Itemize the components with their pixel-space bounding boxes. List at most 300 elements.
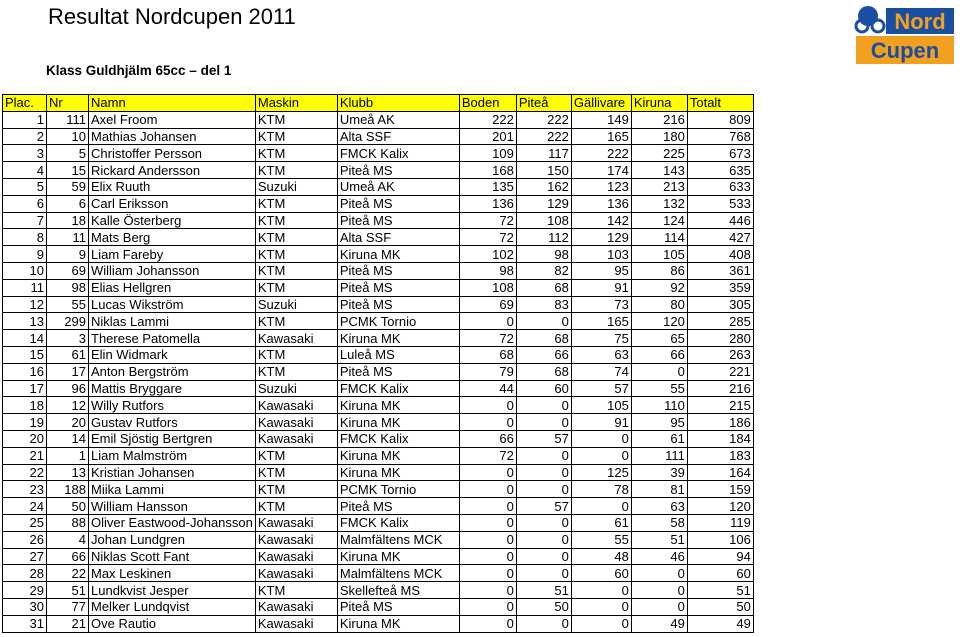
col-maskin-cell: KTM [255, 229, 337, 246]
col-boden-cell: 69 [459, 296, 516, 313]
col-nr-cell: 59 [47, 178, 89, 195]
col-klubb-cell: FMCK Kalix [337, 145, 459, 162]
col-kiruna-cell: 132 [631, 195, 687, 212]
col-pitea-cell: 0 [516, 447, 571, 464]
col-boden-cell: 0 [459, 531, 516, 548]
col-plac-cell: 3 [3, 145, 47, 162]
col-plac-cell: 4 [3, 162, 47, 179]
col-gallivare-cell: 91 [571, 414, 631, 431]
nordcupen-logo [852, 2, 956, 68]
col-kiruna-cell: 0 [631, 363, 687, 380]
col-kiruna-cell: 0 [631, 582, 687, 599]
col-totalt-cell: 408 [687, 246, 753, 263]
col-klubb-cell: Kiruna MK [337, 414, 459, 431]
col-nr-cell: 12 [47, 397, 89, 414]
col-boden-cell: 136 [459, 195, 516, 212]
col-plac-cell: 23 [3, 481, 47, 498]
col-gallivare-cell: 0 [571, 582, 631, 599]
col-nr-cell: 51 [47, 582, 89, 599]
col-boden-cell: 72 [459, 229, 516, 246]
col-kiruna-cell: 58 [631, 514, 687, 531]
col-gallivare-cell: 105 [571, 397, 631, 414]
col-totalt-cell: 184 [687, 430, 753, 447]
col-boden-cell: 168 [459, 162, 516, 179]
results-table [2, 94, 754, 633]
col-plac-cell: 17 [3, 380, 47, 397]
col-klubb-cell: FMCK Kalix [337, 514, 459, 531]
col-klubb-cell: Malmfältens MCK [337, 531, 459, 548]
col-kiruna-cell: 80 [631, 296, 687, 313]
col-namn-cell: Ove Rautio [89, 615, 256, 632]
col-nr-cell: 88 [47, 514, 89, 531]
col-klubb-cell: Alta SSF [337, 229, 459, 246]
col-kiruna-cell: 95 [631, 414, 687, 431]
table-row [3, 464, 754, 481]
col-plac-cell: 5 [3, 178, 47, 195]
col-nr-cell: 5 [47, 145, 89, 162]
col-klubb-cell: Piteå MS [337, 262, 459, 279]
col-boden-cell: 98 [459, 262, 516, 279]
table-row [3, 363, 754, 380]
col-kiruna-cell: 0 [631, 598, 687, 615]
col-totalt-cell: 809 [687, 111, 753, 128]
col-maskin-cell: Kawasaki [255, 514, 337, 531]
col-namn-cell: William Johansson [89, 262, 256, 279]
col-nr-cell: 188 [47, 481, 89, 498]
col-klubb-cell: PCMK Tornio [337, 481, 459, 498]
col-kiruna-cell: 143 [631, 162, 687, 179]
col-boden-cell: 135 [459, 178, 516, 195]
col-totalt-cell: 216 [687, 380, 753, 397]
col-nr-cell: 98 [47, 279, 89, 296]
col-klubb-cell: Kiruna MK [337, 246, 459, 263]
col-klubb-cell: Luleå MS [337, 346, 459, 363]
col-plac-cell: 8 [3, 229, 47, 246]
col-namn-cell: Oliver Eastwood-Johansson [89, 514, 256, 531]
col-kiruna-cell: 124 [631, 212, 687, 229]
col-totalt-cell: 106 [687, 531, 753, 548]
col-gallivare-header: Gällivare [571, 95, 631, 112]
col-namn-cell: Miika Lammi [89, 481, 256, 498]
col-namn-cell: Max Leskinen [89, 565, 256, 582]
col-nr-cell: 14 [47, 430, 89, 447]
table-row [3, 313, 754, 330]
col-pitea-cell: 222 [516, 128, 571, 145]
col-totalt-cell: 635 [687, 162, 753, 179]
col-gallivare-cell: 136 [571, 195, 631, 212]
col-totalt-cell: 94 [687, 548, 753, 565]
col-maskin-cell: KTM [255, 262, 337, 279]
col-klubb-cell: Piteå MS [337, 212, 459, 229]
col-gallivare-cell: 129 [571, 229, 631, 246]
col-klubb-cell: Alta SSF [337, 128, 459, 145]
col-maskin-cell: KTM [255, 582, 337, 599]
col-kiruna-cell: 225 [631, 145, 687, 162]
table-row [3, 548, 754, 565]
col-boden-cell: 0 [459, 514, 516, 531]
table-row [3, 330, 754, 347]
col-pitea-cell: 98 [516, 246, 571, 263]
col-kiruna-cell: 51 [631, 531, 687, 548]
col-maskin-cell: KTM [255, 464, 337, 481]
col-totalt-cell: 305 [687, 296, 753, 313]
col-plac-cell: 20 [3, 430, 47, 447]
col-plac-cell: 29 [3, 582, 47, 599]
col-boden-cell: 72 [459, 447, 516, 464]
col-kiruna-cell: 39 [631, 464, 687, 481]
col-pitea-cell: 0 [516, 464, 571, 481]
col-gallivare-cell: 142 [571, 212, 631, 229]
col-namn-cell: Mathias Johansen [89, 128, 256, 145]
col-boden-cell: 222 [459, 111, 516, 128]
col-pitea-cell: 66 [516, 346, 571, 363]
col-totalt-cell: 427 [687, 229, 753, 246]
col-pitea-cell: 0 [516, 548, 571, 565]
col-namn-cell: Lundkvist Jesper [89, 582, 256, 599]
col-totalt-cell: 51 [687, 582, 753, 599]
col-gallivare-cell: 165 [571, 313, 631, 330]
col-nr-cell: 6 [47, 195, 89, 212]
col-klubb-cell: Piteå MS [337, 363, 459, 380]
col-pitea-cell: 108 [516, 212, 571, 229]
col-kiruna-cell: 0 [631, 565, 687, 582]
col-gallivare-cell: 0 [571, 430, 631, 447]
col-pitea-cell: 68 [516, 279, 571, 296]
col-namn-cell: Niklas Lammi [89, 313, 256, 330]
col-gallivare-cell: 123 [571, 178, 631, 195]
table-row [3, 447, 754, 464]
col-maskin-cell: KTM [255, 313, 337, 330]
col-totalt-cell: 49 [687, 615, 753, 632]
col-plac-header: Plac. [3, 95, 47, 112]
col-nr-cell: 61 [47, 346, 89, 363]
col-kiruna-cell: 180 [631, 128, 687, 145]
col-kiruna-cell: 114 [631, 229, 687, 246]
col-boden-header: Boden [459, 95, 516, 112]
col-boden-cell: 0 [459, 582, 516, 599]
col-boden-cell: 0 [459, 598, 516, 615]
col-nr-cell: 299 [47, 313, 89, 330]
col-gallivare-cell: 95 [571, 262, 631, 279]
col-nr-cell: 3 [47, 330, 89, 347]
col-namn-cell: Christoffer Persson [89, 145, 256, 162]
col-pitea-cell: 0 [516, 565, 571, 582]
col-klubb-cell: Malmfältens MCK [337, 565, 459, 582]
col-totalt-cell: 285 [687, 313, 753, 330]
col-nr-cell: 17 [47, 363, 89, 380]
col-maskin-cell: Kawasaki [255, 430, 337, 447]
col-namn-cell: Melker Lundqvist [89, 598, 256, 615]
results-body [3, 111, 754, 632]
col-boden-cell: 44 [459, 380, 516, 397]
col-maskin-cell: Kawasaki [255, 330, 337, 347]
col-plac-cell: 24 [3, 498, 47, 515]
col-pitea-cell: 57 [516, 498, 571, 515]
col-totalt-cell: 280 [687, 330, 753, 347]
col-kiruna-cell: 86 [631, 262, 687, 279]
col-boden-cell: 0 [459, 397, 516, 414]
table-row [3, 195, 754, 212]
col-pitea-cell: 60 [516, 380, 571, 397]
col-maskin-cell: Kawasaki [255, 531, 337, 548]
col-namn-cell: Liam Malmström [89, 447, 256, 464]
col-maskin-cell: KTM [255, 246, 337, 263]
col-plac-cell: 22 [3, 464, 47, 481]
col-gallivare-cell: 174 [571, 162, 631, 179]
col-plac-cell: 7 [3, 212, 47, 229]
col-pitea-cell: 83 [516, 296, 571, 313]
col-pitea-cell: 222 [516, 111, 571, 128]
col-namn-cell: Gustav Rutfors [89, 414, 256, 431]
col-klubb-cell: Piteå MS [337, 498, 459, 515]
col-maskin-cell: Kawasaki [255, 397, 337, 414]
col-maskin-cell: KTM [255, 212, 337, 229]
col-nr-cell: 18 [47, 212, 89, 229]
table-row [3, 111, 754, 128]
col-gallivare-cell: 125 [571, 464, 631, 481]
col-kiruna-cell: 55 [631, 380, 687, 397]
col-gallivare-cell: 57 [571, 380, 631, 397]
col-pitea-cell: 50 [516, 598, 571, 615]
col-boden-cell: 0 [459, 313, 516, 330]
col-gallivare-cell: 222 [571, 145, 631, 162]
col-maskin-cell: KTM [255, 128, 337, 145]
col-kiruna-cell: 81 [631, 481, 687, 498]
col-maskin-cell: Kawasaki [255, 414, 337, 431]
col-boden-cell: 0 [459, 464, 516, 481]
col-klubb-cell: Umeå AK [337, 178, 459, 195]
col-gallivare-cell: 74 [571, 363, 631, 380]
col-pitea-cell: 150 [516, 162, 571, 179]
col-boden-cell: 102 [459, 246, 516, 263]
col-pitea-cell: 82 [516, 262, 571, 279]
col-maskin-cell: KTM [255, 447, 337, 464]
col-pitea-cell: 0 [516, 414, 571, 431]
header-row [3, 95, 754, 112]
col-namn-cell: Liam Fareby [89, 246, 256, 263]
col-totalt-cell: 263 [687, 346, 753, 363]
col-klubb-cell: Piteå MS [337, 162, 459, 179]
col-kiruna-header: Kiruna [631, 95, 687, 112]
svg-text:Cupen: Cupen [870, 38, 940, 63]
table-row [3, 397, 754, 414]
col-namn-cell: Johan Lundgren [89, 531, 256, 548]
col-plac-cell: 27 [3, 548, 47, 565]
col-totalt-cell: 186 [687, 414, 753, 431]
col-pitea-cell: 129 [516, 195, 571, 212]
col-gallivare-cell: 0 [571, 598, 631, 615]
col-plac-cell: 31 [3, 615, 47, 632]
col-klubb-cell: Kiruna MK [337, 464, 459, 481]
col-boden-cell: 79 [459, 363, 516, 380]
col-kiruna-cell: 65 [631, 330, 687, 347]
col-klubb-cell: Skellefteå MS [337, 582, 459, 599]
col-plac-cell: 2 [3, 128, 47, 145]
col-maskin-cell: KTM [255, 346, 337, 363]
col-nr-header: Nr [47, 95, 89, 112]
col-namn-cell: Kalle Österberg [89, 212, 256, 229]
col-namn-cell: Lucas Wikström [89, 296, 256, 313]
col-namn-cell: Therese Patomella [89, 330, 256, 347]
col-totalt-cell: 159 [687, 481, 753, 498]
col-plac-cell: 28 [3, 565, 47, 582]
col-nr-cell: 9 [47, 246, 89, 263]
col-plac-cell: 19 [3, 414, 47, 431]
col-namn-header: Namn [89, 95, 256, 112]
col-kiruna-cell: 92 [631, 279, 687, 296]
col-kiruna-cell: 105 [631, 246, 687, 263]
col-plac-cell: 12 [3, 296, 47, 313]
col-kiruna-cell: 63 [631, 498, 687, 515]
col-totalt-cell: 183 [687, 447, 753, 464]
col-boden-cell: 0 [459, 481, 516, 498]
col-plac-cell: 13 [3, 313, 47, 330]
col-gallivare-cell: 149 [571, 111, 631, 128]
col-plac-cell: 6 [3, 195, 47, 212]
col-plac-cell: 16 [3, 363, 47, 380]
col-plac-cell: 25 [3, 514, 47, 531]
table-row [3, 531, 754, 548]
col-klubb-cell: Kiruna MK [337, 397, 459, 414]
col-klubb-cell: Piteå MS [337, 296, 459, 313]
col-klubb-header: Klubb [337, 95, 459, 112]
col-totalt-cell: 359 [687, 279, 753, 296]
col-namn-cell: Elin Widmark [89, 346, 256, 363]
col-nr-cell: 15 [47, 162, 89, 179]
col-gallivare-cell: 78 [571, 481, 631, 498]
col-totalt-cell: 119 [687, 514, 753, 531]
col-pitea-cell: 0 [516, 514, 571, 531]
col-nr-cell: 111 [47, 111, 89, 128]
col-maskin-cell: Suzuki [255, 380, 337, 397]
col-namn-cell: Elix Ruuth [89, 178, 256, 195]
col-namn-cell: Mattis Bryggare [89, 380, 256, 397]
col-totalt-cell: 120 [687, 498, 753, 515]
col-pitea-cell: 0 [516, 481, 571, 498]
col-boden-cell: 108 [459, 279, 516, 296]
table-row [3, 145, 754, 162]
col-gallivare-cell: 73 [571, 296, 631, 313]
col-pitea-cell: 117 [516, 145, 571, 162]
col-nr-cell: 11 [47, 229, 89, 246]
col-maskin-cell: KTM [255, 195, 337, 212]
table-row [3, 582, 754, 599]
table-row [3, 498, 754, 515]
col-totalt-cell: 673 [687, 145, 753, 162]
col-klubb-cell: PCMK Tornio [337, 313, 459, 330]
col-klubb-cell: FMCK Kalix [337, 430, 459, 447]
table-row [3, 128, 754, 145]
col-plac-cell: 26 [3, 531, 47, 548]
col-gallivare-cell: 103 [571, 246, 631, 263]
col-kiruna-cell: 49 [631, 615, 687, 632]
col-klubb-cell: Piteå MS [337, 195, 459, 212]
table-row [3, 414, 754, 431]
table-row [3, 565, 754, 582]
col-namn-cell: Kristian Johansen [89, 464, 256, 481]
col-namn-cell: Elias Hellgren [89, 279, 256, 296]
col-klubb-cell: Umeå AK [337, 111, 459, 128]
col-nr-cell: 21 [47, 615, 89, 632]
col-nr-cell: 50 [47, 498, 89, 515]
col-boden-cell: 0 [459, 565, 516, 582]
col-totalt-cell: 768 [687, 128, 753, 145]
table-row [3, 229, 754, 246]
col-maskin-cell: KTM [255, 279, 337, 296]
col-boden-cell: 66 [459, 430, 516, 447]
table-row [3, 346, 754, 363]
col-pitea-header: Piteå [516, 95, 571, 112]
table-row [3, 178, 754, 195]
table-row [3, 481, 754, 498]
col-totalt-cell: 446 [687, 212, 753, 229]
col-totalt-cell: 60 [687, 565, 753, 582]
table-row [3, 296, 754, 313]
table-row [3, 279, 754, 296]
col-totalt-header: Totalt [687, 95, 753, 112]
col-totalt-cell: 361 [687, 262, 753, 279]
col-totalt-cell: 533 [687, 195, 753, 212]
col-klubb-cell: Kiruna MK [337, 447, 459, 464]
col-maskin-cell: KTM [255, 481, 337, 498]
col-nr-cell: 13 [47, 464, 89, 481]
table-row [3, 246, 754, 263]
col-nr-cell: 10 [47, 128, 89, 145]
col-pitea-cell: 51 [516, 582, 571, 599]
col-boden-cell: 72 [459, 212, 516, 229]
col-totalt-cell: 164 [687, 464, 753, 481]
col-kiruna-cell: 46 [631, 548, 687, 565]
table-row [3, 380, 754, 397]
col-gallivare-cell: 48 [571, 548, 631, 565]
col-nr-cell: 55 [47, 296, 89, 313]
col-namn-cell: Axel Froom [89, 111, 256, 128]
col-nr-cell: 20 [47, 414, 89, 431]
page-title: Resultat Nordcupen 2011 [48, 4, 296, 29]
col-nr-cell: 69 [47, 262, 89, 279]
col-plac-cell: 15 [3, 346, 47, 363]
col-kiruna-cell: 111 [631, 447, 687, 464]
col-maskin-cell: Suzuki [255, 178, 337, 195]
col-plac-cell: 30 [3, 598, 47, 615]
col-boden-cell: 0 [459, 615, 516, 632]
col-gallivare-cell: 165 [571, 128, 631, 145]
col-boden-cell: 0 [459, 414, 516, 431]
col-maskin-cell: KTM [255, 162, 337, 179]
col-nr-cell: 96 [47, 380, 89, 397]
col-totalt-cell: 50 [687, 598, 753, 615]
col-gallivare-cell: 61 [571, 514, 631, 531]
col-plac-cell: 1 [3, 111, 47, 128]
col-klubb-cell: Piteå MS [337, 598, 459, 615]
col-boden-cell: 201 [459, 128, 516, 145]
col-namn-cell: William Hansson [89, 498, 256, 515]
col-klubb-cell: Kiruna MK [337, 615, 459, 632]
table-row [3, 514, 754, 531]
col-maskin-cell: KTM [255, 111, 337, 128]
col-pitea-cell: 68 [516, 363, 571, 380]
col-pitea-cell: 0 [516, 397, 571, 414]
col-pitea-cell: 57 [516, 430, 571, 447]
col-klubb-cell: Piteå MS [337, 279, 459, 296]
col-klubb-cell: Kiruna MK [337, 548, 459, 565]
col-nr-cell: 4 [47, 531, 89, 548]
col-namn-cell: Anton Bergström [89, 363, 256, 380]
col-maskin-cell: KTM [255, 145, 337, 162]
col-gallivare-cell: 91 [571, 279, 631, 296]
col-maskin-cell: Kawasaki [255, 598, 337, 615]
col-plac-cell: 9 [3, 246, 47, 263]
